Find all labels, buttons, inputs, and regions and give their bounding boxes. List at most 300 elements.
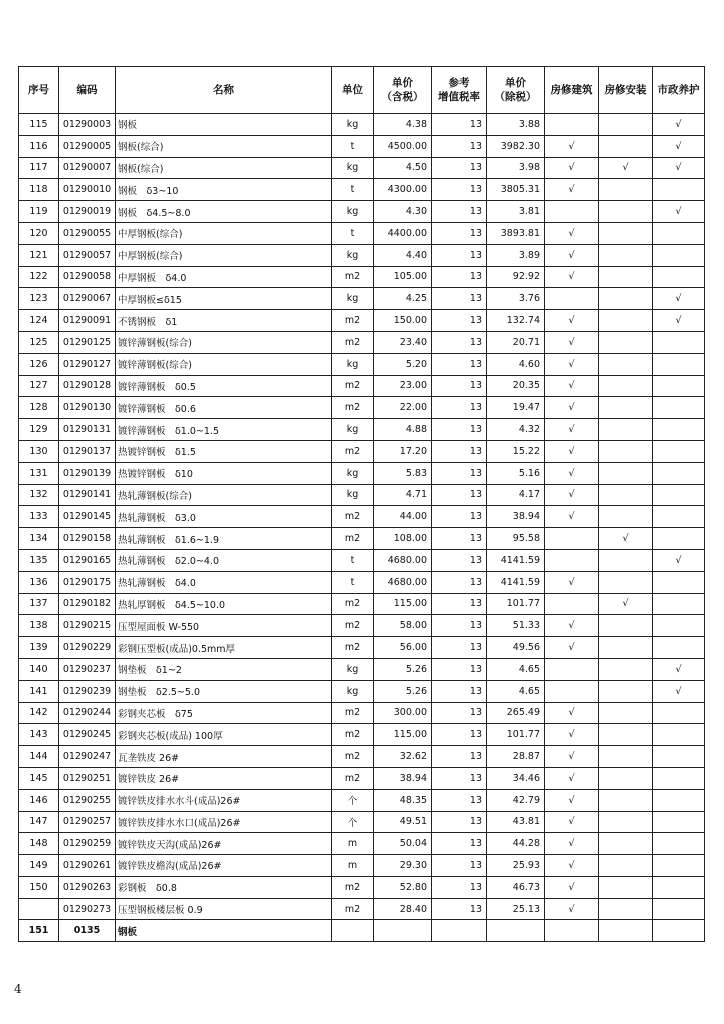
- cell-price-notax: 46.73: [487, 876, 545, 898]
- table-row: [19, 855, 705, 877]
- cell-vat-rate: 13: [432, 397, 487, 419]
- cell-name: 热轧厚钢板 δ4.5~10.0: [116, 593, 332, 615]
- cell-unit: m2: [332, 702, 374, 724]
- cell-municipal: [653, 331, 705, 353]
- cell-seq: 130: [19, 440, 59, 462]
- cell-housing-build: √: [545, 571, 599, 593]
- cell-price-notax: 92.92: [487, 266, 545, 288]
- section-empty-cell: [653, 920, 705, 942]
- table-row: [19, 397, 705, 419]
- cell-seq: [19, 898, 59, 920]
- header-housing-install: 房修安装: [599, 67, 653, 114]
- cell-vat-rate: 13: [432, 114, 487, 136]
- cell-vat-rate: 13: [432, 658, 487, 680]
- cell-municipal: [653, 724, 705, 746]
- table-row: [19, 266, 705, 288]
- cell-price-tax: 4.38: [374, 114, 432, 136]
- cell-price-tax: 58.00: [374, 615, 432, 637]
- table-row: [19, 353, 705, 375]
- section-seq: 151: [19, 920, 59, 942]
- table-row: [19, 114, 705, 136]
- cell-price-tax: 29.30: [374, 855, 432, 877]
- cell-municipal: [653, 222, 705, 244]
- cell-vat-rate: 13: [432, 571, 487, 593]
- cell-code: 01290125: [59, 331, 116, 353]
- cell-code: 01290215: [59, 615, 116, 637]
- cell-seq: 123: [19, 288, 59, 310]
- cell-municipal: [653, 528, 705, 550]
- cell-vat-rate: 13: [432, 702, 487, 724]
- cell-vat-rate: 13: [432, 288, 487, 310]
- cell-municipal: [653, 833, 705, 855]
- cell-price-tax: 5.20: [374, 353, 432, 375]
- cell-municipal: [653, 702, 705, 724]
- cell-unit: m2: [332, 528, 374, 550]
- cell-housing-build: [545, 201, 599, 223]
- cell-vat-rate: 13: [432, 462, 487, 484]
- cell-housing-install: [599, 222, 653, 244]
- cell-municipal: [653, 179, 705, 201]
- cell-unit: kg: [332, 244, 374, 266]
- cell-price-notax: 20.71: [487, 331, 545, 353]
- cell-municipal: [653, 484, 705, 506]
- cell-seq: 126: [19, 353, 59, 375]
- cell-housing-build: √: [545, 310, 599, 332]
- cell-municipal: √: [653, 157, 705, 179]
- cell-price-notax: 3.76: [487, 288, 545, 310]
- cell-code: 01290067: [59, 288, 116, 310]
- cell-unit: m2: [332, 440, 374, 462]
- cell-code: 01290137: [59, 440, 116, 462]
- table-row: [19, 331, 705, 353]
- cell-housing-install: [599, 310, 653, 332]
- cell-name: 彩钢夹芯板 δ75: [116, 702, 332, 724]
- cell-municipal: [653, 855, 705, 877]
- cell-municipal: [653, 506, 705, 528]
- cell-code: 01290257: [59, 811, 116, 833]
- cell-housing-install: [599, 898, 653, 920]
- cell-price-notax: 4.65: [487, 658, 545, 680]
- cell-name: 彩钢压型板(成品)0.5mm厚: [116, 637, 332, 659]
- table-row: [19, 724, 705, 746]
- cell-unit: kg: [332, 680, 374, 702]
- table-row: [19, 593, 705, 615]
- cell-vat-rate: 13: [432, 528, 487, 550]
- cell-unit: t: [332, 222, 374, 244]
- table-row: [19, 615, 705, 637]
- cell-price-tax: 4500.00: [374, 135, 432, 157]
- cell-unit: kg: [332, 658, 374, 680]
- cell-name: 钢垫板 δ2.5~5.0: [116, 680, 332, 702]
- cell-price-tax: 56.00: [374, 637, 432, 659]
- cell-seq: 140: [19, 658, 59, 680]
- cell-vat-rate: 13: [432, 680, 487, 702]
- cell-vat-rate: 13: [432, 811, 487, 833]
- cell-name: 不锈钢板 δ1: [116, 310, 332, 332]
- cell-name: 彩钢板 δ0.8: [116, 876, 332, 898]
- cell-price-notax: 51.33: [487, 615, 545, 637]
- cell-seq: 145: [19, 767, 59, 789]
- cell-code: 01290255: [59, 789, 116, 811]
- section-empty-cell: [487, 920, 545, 942]
- cell-housing-build: √: [545, 746, 599, 768]
- table-row: [19, 637, 705, 659]
- cell-housing-install: [599, 462, 653, 484]
- cell-housing-build: √: [545, 440, 599, 462]
- cell-housing-install: [599, 353, 653, 375]
- cell-vat-rate: 13: [432, 484, 487, 506]
- cell-vat-rate: 13: [432, 767, 487, 789]
- cell-housing-build: √: [545, 724, 599, 746]
- cell-housing-build: √: [545, 702, 599, 724]
- cell-code: 01290182: [59, 593, 116, 615]
- cell-housing-build: [545, 114, 599, 136]
- header-price-tax: [374, 67, 432, 114]
- cell-municipal: [653, 462, 705, 484]
- cell-seq: 120: [19, 222, 59, 244]
- cell-name: 热轧薄钢板 δ4.0: [116, 571, 332, 593]
- cell-name: 钢板 δ4.5~8.0: [116, 201, 332, 223]
- cell-price-notax: 4.32: [487, 419, 545, 441]
- table-row: [19, 506, 705, 528]
- cell-unit: t: [332, 549, 374, 571]
- cell-housing-install: [599, 876, 653, 898]
- cell-municipal: √: [653, 201, 705, 223]
- cell-housing-install: [599, 680, 653, 702]
- cell-unit: m2: [332, 506, 374, 528]
- cell-price-notax: 20.35: [487, 375, 545, 397]
- table-header-row: [19, 67, 705, 114]
- cell-seq: 129: [19, 419, 59, 441]
- cell-code: 01290130: [59, 397, 116, 419]
- cell-seq: 124: [19, 310, 59, 332]
- cell-seq: 147: [19, 811, 59, 833]
- cell-vat-rate: 13: [432, 637, 487, 659]
- cell-seq: 122: [19, 266, 59, 288]
- cell-municipal: √: [653, 680, 705, 702]
- cell-housing-build: √: [545, 898, 599, 920]
- cell-housing-install: [599, 549, 653, 571]
- cell-price-tax: 108.00: [374, 528, 432, 550]
- cell-code: 01290128: [59, 375, 116, 397]
- cell-seq: 133: [19, 506, 59, 528]
- cell-unit: m2: [332, 767, 374, 789]
- cell-price-notax: 34.46: [487, 767, 545, 789]
- cell-seq: 115: [19, 114, 59, 136]
- cell-price-notax: 19.47: [487, 397, 545, 419]
- cell-municipal: √: [653, 658, 705, 680]
- cell-unit: m: [332, 855, 374, 877]
- cell-housing-install: [599, 571, 653, 593]
- cell-housing-install: [599, 746, 653, 768]
- table-row: [19, 244, 705, 266]
- cell-price-tax: 48.35: [374, 789, 432, 811]
- cell-seq: 150: [19, 876, 59, 898]
- cell-housing-build: √: [545, 157, 599, 179]
- table-body: [19, 114, 705, 942]
- cell-municipal: √: [653, 135, 705, 157]
- cell-name: 瓦垄铁皮 26#: [116, 746, 332, 768]
- cell-price-notax: 28.87: [487, 746, 545, 768]
- cell-seq: 134: [19, 528, 59, 550]
- table-row: [19, 898, 705, 920]
- cell-name: 钢板: [116, 114, 332, 136]
- table-row: [19, 549, 705, 571]
- cell-housing-install: [599, 244, 653, 266]
- cell-price-notax: 101.77: [487, 724, 545, 746]
- cell-housing-build: √: [545, 637, 599, 659]
- table-row: [19, 833, 705, 855]
- cell-housing-install: [599, 375, 653, 397]
- cell-name: 中厚钢板 δ4.0: [116, 266, 332, 288]
- cell-seq: 141: [19, 680, 59, 702]
- table-row: [19, 876, 705, 898]
- cell-price-tax: 23.00: [374, 375, 432, 397]
- cell-code: 01290055: [59, 222, 116, 244]
- cell-seq: 119: [19, 201, 59, 223]
- cell-housing-build: √: [545, 876, 599, 898]
- cell-price-notax: 5.16: [487, 462, 545, 484]
- cell-code: 01290139: [59, 462, 116, 484]
- cell-housing-install: [599, 288, 653, 310]
- cell-price-tax: 300.00: [374, 702, 432, 724]
- cell-code: 01290244: [59, 702, 116, 724]
- cell-price-notax: 3.98: [487, 157, 545, 179]
- cell-code: 01290141: [59, 484, 116, 506]
- cell-price-tax: 5.83: [374, 462, 432, 484]
- table-row: [19, 484, 705, 506]
- cell-price-tax: 28.40: [374, 898, 432, 920]
- cell-code: 01290019: [59, 201, 116, 223]
- header-price-notax: [487, 67, 545, 114]
- cell-housing-install: [599, 833, 653, 855]
- cell-code: 01290005: [59, 135, 116, 157]
- cell-price-tax: 5.26: [374, 658, 432, 680]
- cell-municipal: [653, 767, 705, 789]
- cell-housing-install: [599, 266, 653, 288]
- cell-housing-build: √: [545, 767, 599, 789]
- cell-vat-rate: 13: [432, 789, 487, 811]
- cell-municipal: [653, 419, 705, 441]
- cell-housing-build: √: [545, 397, 599, 419]
- cell-housing-install: [599, 789, 653, 811]
- cell-name: 中厚钢板≤δ15: [116, 288, 332, 310]
- cell-price-tax: 52.80: [374, 876, 432, 898]
- cell-seq: 116: [19, 135, 59, 157]
- cell-code: 01290229: [59, 637, 116, 659]
- cell-price-notax: 4.17: [487, 484, 545, 506]
- cell-housing-build: √: [545, 462, 599, 484]
- cell-unit: m2: [332, 331, 374, 353]
- section-code: 0135: [59, 920, 116, 942]
- cell-name: 镀锌铁皮 26#: [116, 767, 332, 789]
- cell-vat-rate: 13: [432, 440, 487, 462]
- cell-code: 01290245: [59, 724, 116, 746]
- cell-housing-build: √: [545, 244, 599, 266]
- cell-name: 镀锌薄钢板 δ0.6: [116, 397, 332, 419]
- cell-price-tax: 17.20: [374, 440, 432, 462]
- cell-name: 镀锌薄钢板(综合): [116, 353, 332, 375]
- cell-vat-rate: 13: [432, 353, 487, 375]
- header-seq: 序号: [19, 67, 59, 114]
- cell-municipal: [653, 440, 705, 462]
- table-row: [19, 135, 705, 157]
- cell-name: 热轧薄钢板 δ3.0: [116, 506, 332, 528]
- cell-price-tax: 115.00: [374, 724, 432, 746]
- cell-vat-rate: 13: [432, 331, 487, 353]
- cell-name: 钢板(综合): [116, 135, 332, 157]
- cell-seq: 136: [19, 571, 59, 593]
- cell-municipal: [653, 571, 705, 593]
- cell-unit: m2: [332, 876, 374, 898]
- section-empty-cell: [545, 920, 599, 942]
- cell-code: 01290165: [59, 549, 116, 571]
- cell-price-notax: 3.81: [487, 201, 545, 223]
- cell-housing-install: [599, 440, 653, 462]
- cell-code: 01290127: [59, 353, 116, 375]
- cell-seq: 121: [19, 244, 59, 266]
- cell-code: 01290263: [59, 876, 116, 898]
- cell-name: 热轧薄钢板 δ1.6~1.9: [116, 528, 332, 550]
- cell-seq: 128: [19, 397, 59, 419]
- cell-housing-install: [599, 331, 653, 353]
- cell-unit: t: [332, 135, 374, 157]
- cell-unit: m: [332, 833, 374, 855]
- cell-code: 01290261: [59, 855, 116, 877]
- cell-unit: kg: [332, 157, 374, 179]
- cell-unit: m2: [332, 746, 374, 768]
- cell-price-tax: 49.51: [374, 811, 432, 833]
- cell-unit: kg: [332, 114, 374, 136]
- cell-name: 热镀锌钢板 δ10: [116, 462, 332, 484]
- cell-municipal: [653, 898, 705, 920]
- cell-name: 中厚钢板(综合): [116, 244, 332, 266]
- cell-housing-install: [599, 658, 653, 680]
- cell-housing-build: √: [545, 222, 599, 244]
- cell-vat-rate: 13: [432, 266, 487, 288]
- cell-code: 01290239: [59, 680, 116, 702]
- cell-name: 压型钢板楼层板 0.9: [116, 898, 332, 920]
- cell-housing-install: [599, 484, 653, 506]
- table-row: [19, 310, 705, 332]
- cell-vat-rate: 13: [432, 506, 487, 528]
- cell-price-notax: 3.89: [487, 244, 545, 266]
- cell-price-tax: 22.00: [374, 397, 432, 419]
- cell-name: 镀锌薄钢板(综合): [116, 331, 332, 353]
- cell-price-notax: 3.88: [487, 114, 545, 136]
- cell-unit: m2: [332, 637, 374, 659]
- cell-unit: m2: [332, 615, 374, 637]
- table-row: [19, 789, 705, 811]
- cell-price-tax: 4680.00: [374, 571, 432, 593]
- header-price-tax-line1: 单价: [392, 77, 413, 89]
- header-unit: 单位: [332, 67, 374, 114]
- cell-vat-rate: 13: [432, 135, 487, 157]
- cell-unit: m2: [332, 898, 374, 920]
- cell-municipal: [653, 375, 705, 397]
- cell-housing-build: √: [545, 484, 599, 506]
- cell-price-notax: 43.81: [487, 811, 545, 833]
- header-vat-rate: [432, 67, 487, 114]
- cell-name: 钢板(综合): [116, 157, 332, 179]
- cell-housing-install: [599, 506, 653, 528]
- cell-municipal: [653, 811, 705, 833]
- cell-housing-install: [599, 179, 653, 201]
- cell-price-notax: 15.22: [487, 440, 545, 462]
- cell-municipal: [653, 593, 705, 615]
- cell-housing-build: [545, 680, 599, 702]
- cell-municipal: [653, 637, 705, 659]
- page-number: 4: [14, 982, 22, 996]
- table-row: [19, 811, 705, 833]
- cell-seq: 135: [19, 549, 59, 571]
- header-price-tax-line2: （含税）: [381, 91, 424, 103]
- header-housing-build: 房修建筑: [545, 67, 599, 114]
- cell-seq: 125: [19, 331, 59, 353]
- cell-seq: 117: [19, 157, 59, 179]
- cell-unit: t: [332, 571, 374, 593]
- cell-vat-rate: 13: [432, 419, 487, 441]
- cell-vat-rate: 13: [432, 179, 487, 201]
- cell-seq: 118: [19, 179, 59, 201]
- cell-name: 热镀锌钢板 δ1.5: [116, 440, 332, 462]
- cell-unit: 个: [332, 789, 374, 811]
- cell-name: 彩钢夹芯板(成品) 100厚: [116, 724, 332, 746]
- cell-code: 01290175: [59, 571, 116, 593]
- cell-price-tax: 32.62: [374, 746, 432, 768]
- cell-housing-build: √: [545, 811, 599, 833]
- cell-housing-build: √: [545, 375, 599, 397]
- cell-unit: m2: [332, 397, 374, 419]
- cell-housing-build: √: [545, 506, 599, 528]
- cell-municipal: √: [653, 288, 705, 310]
- cell-seq: 143: [19, 724, 59, 746]
- cell-seq: 137: [19, 593, 59, 615]
- cell-housing-install: [599, 724, 653, 746]
- header-vat-rate-line1: 参考: [448, 77, 470, 89]
- cell-price-notax: 265.49: [487, 702, 545, 724]
- cell-seq: 149: [19, 855, 59, 877]
- header-code: 编码: [59, 67, 116, 114]
- cell-code: 01290247: [59, 746, 116, 768]
- cell-housing-build: [545, 288, 599, 310]
- cell-price-tax: 4300.00: [374, 179, 432, 201]
- header-price-notax-line2: （除税）: [494, 91, 537, 103]
- cell-vat-rate: 13: [432, 593, 487, 615]
- cell-housing-install: √: [599, 528, 653, 550]
- cell-name: 热轧薄钢板 δ2.0~4.0: [116, 549, 332, 571]
- cell-housing-build: √: [545, 789, 599, 811]
- cell-unit: kg: [332, 353, 374, 375]
- cell-price-tax: 4.88: [374, 419, 432, 441]
- cell-price-tax: 5.26: [374, 680, 432, 702]
- section-name: 钢板: [116, 920, 332, 942]
- cell-housing-build: [545, 593, 599, 615]
- cell-housing-build: √: [545, 419, 599, 441]
- cell-name: 镀锌薄钢板 δ1.0~1.5: [116, 419, 332, 441]
- cell-code: 01290145: [59, 506, 116, 528]
- cell-price-tax: 115.00: [374, 593, 432, 615]
- cell-price-notax: 49.56: [487, 637, 545, 659]
- cell-price-notax: 38.94: [487, 506, 545, 528]
- cell-unit: kg: [332, 484, 374, 506]
- cell-unit: kg: [332, 288, 374, 310]
- cell-code: 01290010: [59, 179, 116, 201]
- cell-unit: kg: [332, 419, 374, 441]
- cell-seq: 142: [19, 702, 59, 724]
- cell-name: 压型屋面板 W-550: [116, 615, 332, 637]
- cell-name: 镀锌铁皮排水水口(成品)26#: [116, 811, 332, 833]
